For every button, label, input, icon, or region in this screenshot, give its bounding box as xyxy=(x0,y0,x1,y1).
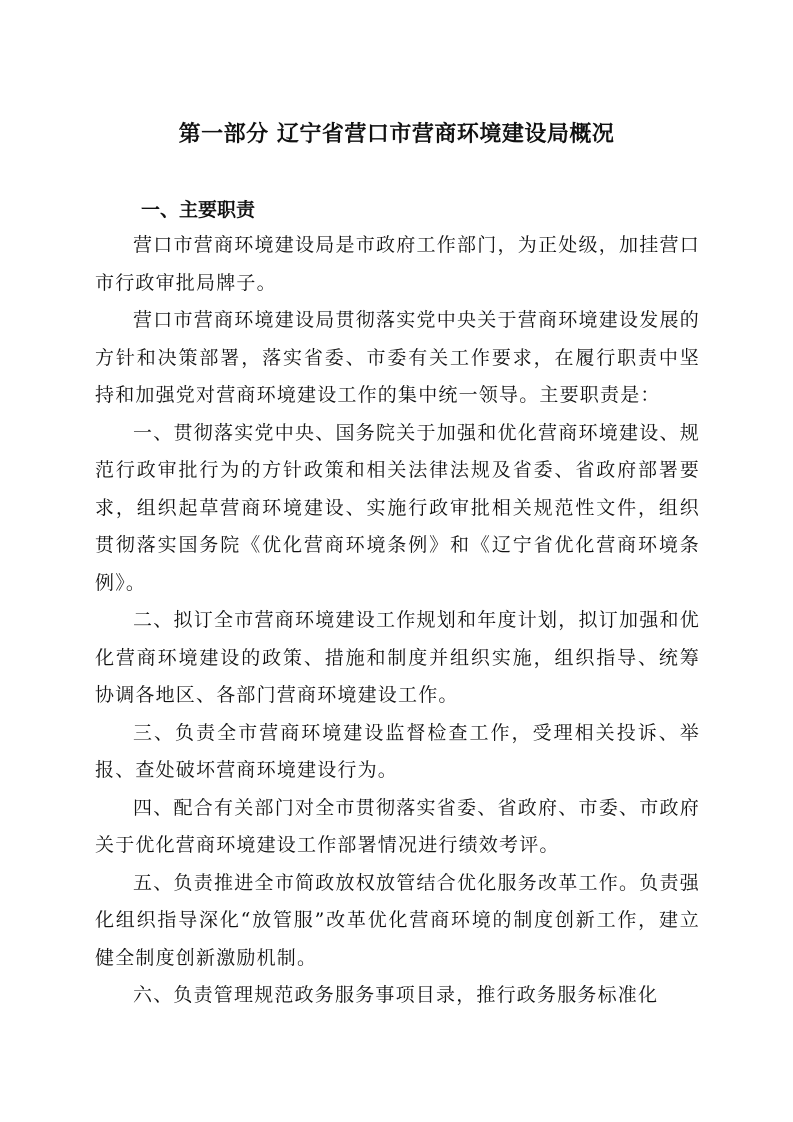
paragraph-duties-intro: 营口市营商环境建设局贯彻落实党中央关于营商环境建设发展的方针和决策部署，落实省委、市委有关工作要求，在履行职责中坚持和加强党对营商环境建设工作的集中统一领导。主要职责是： xyxy=(95,309,700,406)
page-title: 第一部分 辽宁省营口市营商环境建设局概况 xyxy=(178,122,615,147)
paragraph-duty-2: 二、拟订全市营商环境建设工作规划和年度计划，拟订加强和优化营商环境建设的政策、措施和制度并组织实施，组织指导、统筹协调各地区、各部门营商环境建设工作。 xyxy=(95,609,700,706)
paragraph-duty-6: 六、负责管理规范政务服务事项目录，推行政务服务标准化 xyxy=(133,984,659,1006)
paragraph-duty-5: 五、负责推进全市简政放权放管结合优化服务改革工作。负责强化组织指导深化“放管服”改革优化营商环境的制度创新工作，建立健全制度创新激励机制。 xyxy=(95,871,700,969)
paragraph-duty-4: 四、配合有关部门对全市贯彻落实省委、省政府、市委、市政府关于优化营商环境建设工作部署情况进行绩效考评。 xyxy=(95,796,700,856)
paragraph-intro: 营口市营商环境建设局是市政府工作部门，为正处级，加挂营口市行政审批局牌子。 xyxy=(95,234,700,294)
paragraph-duty-3: 三、负责全市营商环境建设监督检查工作，受理相关投诉、举报、查处破坏营商环境建设行为。 xyxy=(95,721,700,781)
paragraph-duty-1: 一、贯彻落实党中央、国务院关于加强和优化营商环境建设、规范行政审批行为的方针政策和相关法律法规及省委、省政府部署要求，组织起草营商环境建设、实施行政审批相关规范性文件，组织贯彻落实国务院《优化营商环境条例》和《辽宁省优化营商环境条例》。 xyxy=(95,421,700,594)
body-text xyxy=(95,227,700,1015)
section-heading: 一、主要职责 xyxy=(141,199,256,221)
